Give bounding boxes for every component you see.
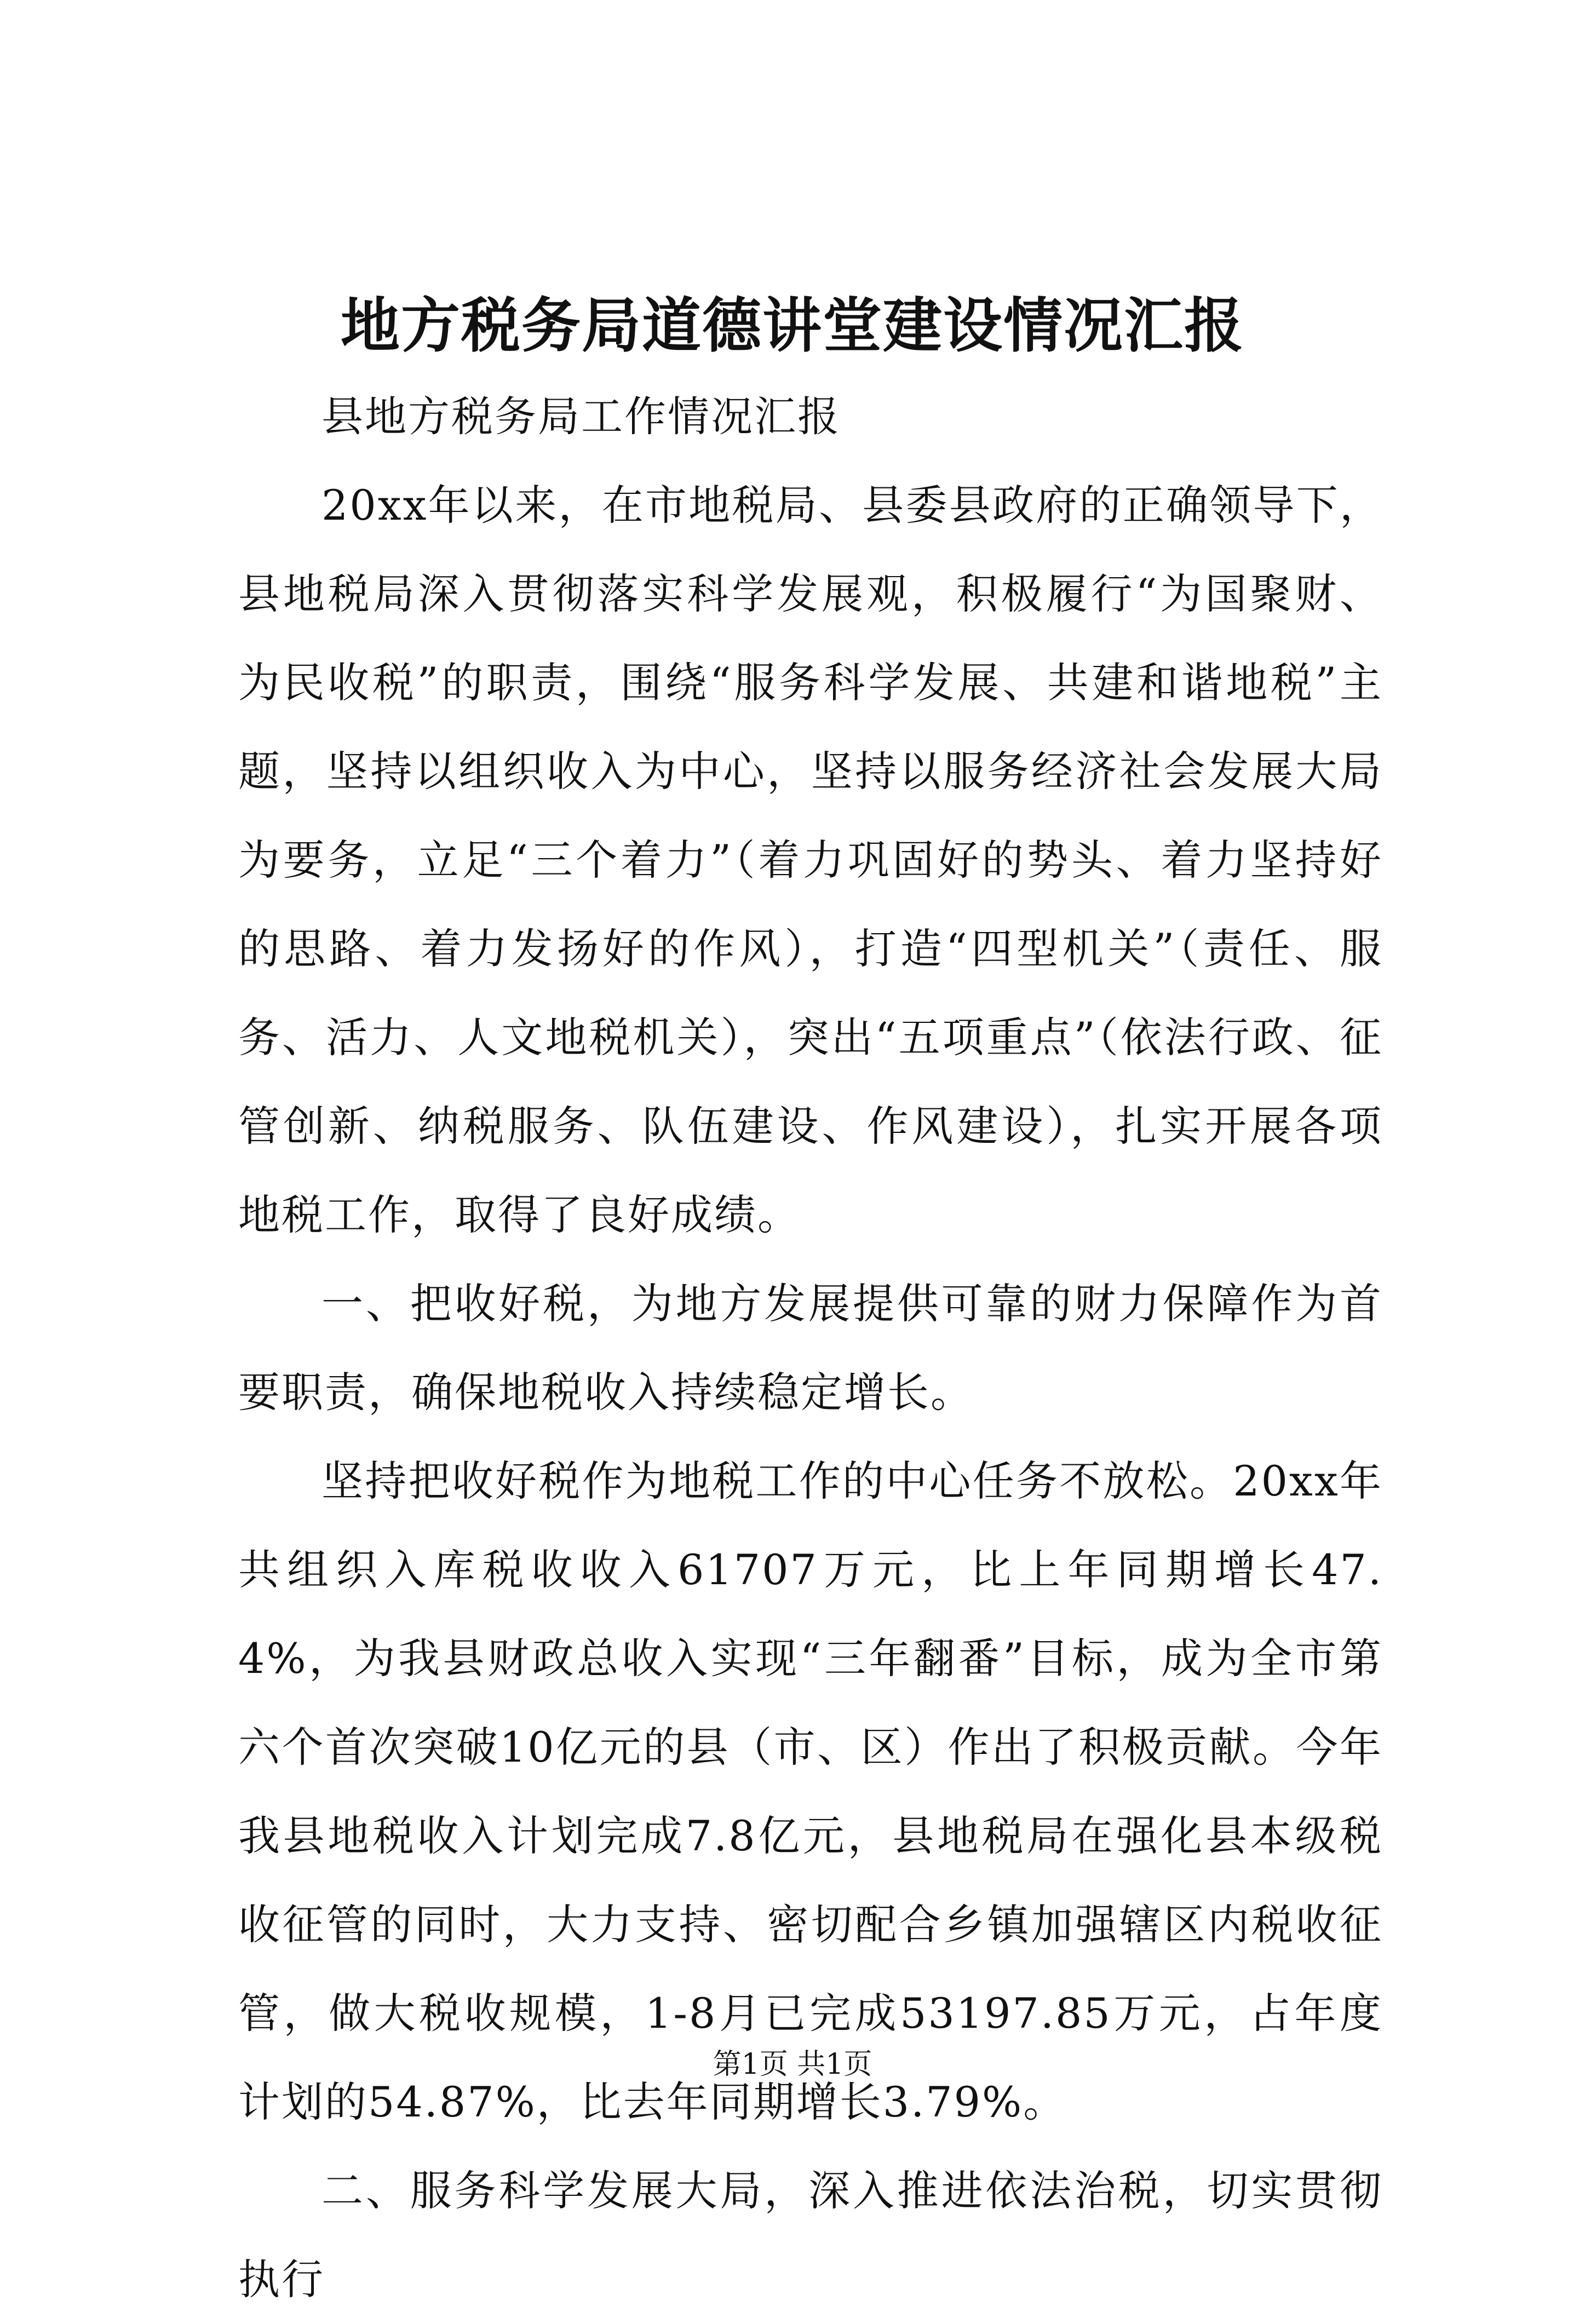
document-title: 地方税务局道德讲堂建设情况汇报 bbox=[340, 291, 1244, 360]
revenue-paragraph: 坚持把收好税作为地税工作的中心任务不放松。20xx年共组织入库税收收入61707万元，比上年同期增长47.4%，为我县财政总收入实现“三年翻番”目标，成为全市第六个首次突破10亿元的县（市、区）作出了积极贡献。今年我县地税收入计划完成7.8亿元，县地税局在强化县本级税收征管的同时，大力支持、密切配合乡镇加强辖区内税收征管，做大税收规模，1-8月已完成53197.85万元，占年度计划的54.87%，比去年同期增长3.79%。 bbox=[238, 1457, 1383, 2126]
intro-paragraph: 20xx年以来，在市地税局、县委县政府的正确领导下，县地税局深入贯彻落实科学发展观，积极履行“为国聚财、为民收税”的职责，围绕“服务科学发展、共建和谐地税”主题，坚持以组织收入为中心，坚持以服务经济社会发展大局为要务，立足“三个着力”（着力巩固好的势头、着力坚持好的思路、着力发扬好的作风），打造“四型机关”（责任、服务、活力、人文地税机关），突出“五项重点”（依法行政、征管创新、纳税服务、队伍建设、作风建设），扎实开展各项地税工作，取得了良好成绩。 bbox=[238, 481, 1383, 1239]
subtitle-paragraph: 县地方税务局工作情况汇报 bbox=[321, 392, 841, 441]
document-body bbox=[238, 372, 1383, 2324]
section-one-heading: 一、把收好税，为地方发展提供可靠的财力保障作为首要职责，确保地税收入持续稳定增长。 bbox=[238, 1279, 1383, 1417]
section-two-heading: 二、服务科学发展大局，深入推进依法治税，切实贯彻执行 bbox=[238, 2166, 1383, 2304]
page-footer: 第1页 共1页 bbox=[713, 2048, 872, 2081]
